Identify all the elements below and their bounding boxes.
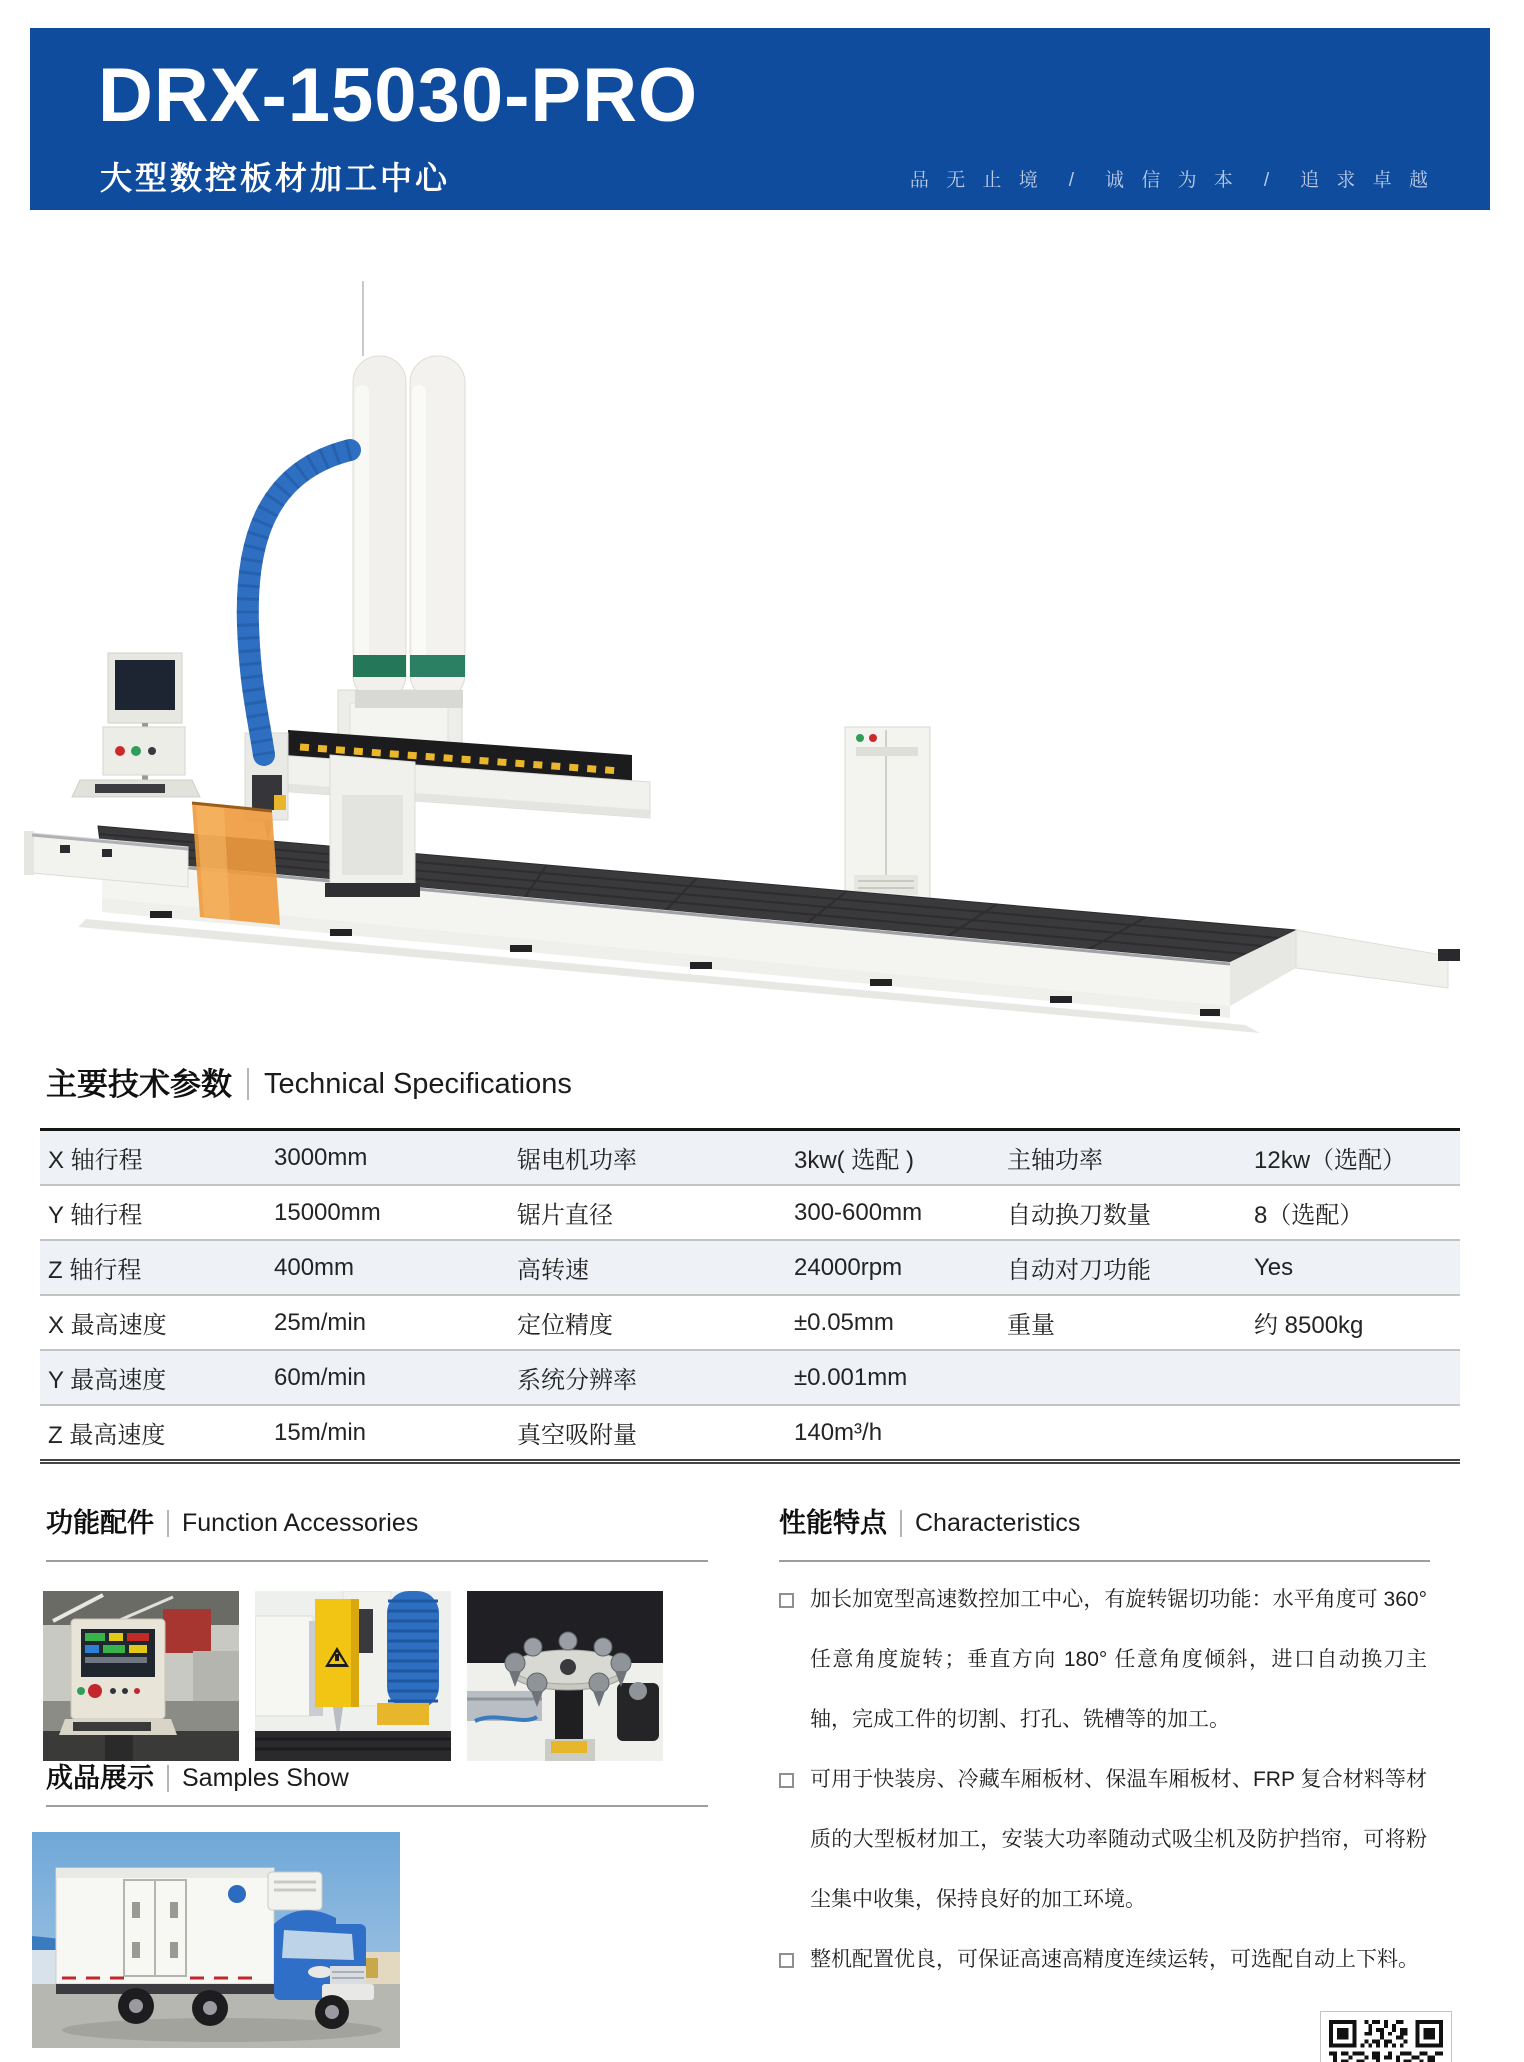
dust-filter-bags xyxy=(353,356,465,708)
samples-title-en: Samples Show xyxy=(182,1764,349,1792)
characteristic-item xyxy=(779,1750,1427,1930)
characteristics-list xyxy=(779,1570,1427,1990)
spec-label: 锯电机功率 xyxy=(517,1147,637,1174)
spec-row xyxy=(40,1131,1460,1186)
red-machine xyxy=(163,1609,211,1653)
operator-console xyxy=(72,653,200,797)
dust-hose xyxy=(248,450,350,755)
spec-value: 15m/min xyxy=(274,1418,367,1446)
spec-label: 系统分辨率 xyxy=(517,1367,637,1394)
spec-label: 自动换刀数量 xyxy=(1007,1202,1151,1229)
specs-section-heading xyxy=(46,1068,572,1100)
chassis xyxy=(56,1984,274,1994)
spec-value: 400mm xyxy=(274,1253,355,1281)
spec-label: X 轴行程 xyxy=(48,1147,143,1174)
spec-label: 重量 xyxy=(1007,1312,1055,1339)
spec-value: 12kw（选配） xyxy=(1254,1147,1407,1174)
monitor-screen xyxy=(115,660,175,710)
cargo-box xyxy=(56,1868,274,1984)
spec-label: X 最高速度 xyxy=(48,1312,167,1339)
accessories-section-heading xyxy=(46,1510,418,1537)
logo xyxy=(228,1885,246,1903)
spec-label: 自动对刀功能 xyxy=(1007,1257,1151,1284)
warning-label xyxy=(551,1741,587,1753)
spec-row xyxy=(40,1351,1460,1406)
characteristic-item xyxy=(779,1570,1427,1750)
yellow-column xyxy=(315,1599,359,1707)
spec-label: Y 轴行程 xyxy=(48,1202,143,1229)
windshield xyxy=(282,1930,354,1960)
accessories-rule xyxy=(46,1560,708,1562)
spec-value: ±0.001mm xyxy=(794,1363,908,1391)
protective-shield xyxy=(192,803,280,925)
spec-value: 24000rpm xyxy=(794,1253,903,1281)
spec-value: ±0.05mm xyxy=(794,1308,894,1336)
keyboard xyxy=(95,784,165,793)
heading-divider xyxy=(247,1068,249,1100)
accessory-photo-tool-changer xyxy=(467,1591,663,1761)
spec-value: 300-600mm xyxy=(794,1198,923,1226)
slatted-table xyxy=(255,1731,451,1761)
square-bullet-icon xyxy=(779,1953,794,1968)
bag-green-band xyxy=(353,655,406,677)
spec-row xyxy=(40,1241,1460,1296)
spec-row xyxy=(40,1296,1460,1351)
header-banner xyxy=(30,28,1490,210)
spec-value: Yes xyxy=(1254,1253,1294,1281)
emergency-stop-button xyxy=(115,746,125,756)
keyboard xyxy=(73,1722,151,1731)
spec-row xyxy=(40,1406,1460,1459)
specs-title-en: Technical Specifications xyxy=(264,1067,572,1100)
characteristics-title-zh: 性能特点 xyxy=(779,1508,887,1538)
brand-slogan: 品 无 止 境 / 诚 信 为 本 / 追 求 卓 越 xyxy=(909,170,1434,191)
characteristic-text: 整机配置优良，可保证高速高精度连续运转，可选配自动上下料。 xyxy=(810,1948,1419,1971)
spec-label: 锯片直径 xyxy=(517,1202,613,1229)
spec-label: 定位精度 xyxy=(517,1312,613,1339)
spec-value: 3kw( 选配 ) xyxy=(794,1147,914,1174)
accessory-photo-control-console xyxy=(43,1591,239,1761)
machine-photo xyxy=(20,235,1500,1035)
spec-value: 8（选配） xyxy=(1254,1202,1364,1229)
spec-value: 3000mm xyxy=(274,1143,368,1171)
characteristics-rule xyxy=(779,1560,1430,1562)
spec-value: 25m/min xyxy=(274,1308,367,1336)
product-model-title: DRX-15030-PRO xyxy=(98,53,699,138)
square-bullet-icon xyxy=(779,1593,794,1608)
heading-divider xyxy=(167,1510,169,1537)
accessories-title-en: Function Accessories xyxy=(182,1509,419,1537)
samples-rule xyxy=(46,1805,708,1807)
heading-divider xyxy=(167,1765,169,1792)
characteristic-item xyxy=(779,1930,1427,1990)
spec-label: Z 最高速度 xyxy=(48,1422,166,1449)
characteristics-title-en: Characteristics xyxy=(915,1509,1081,1537)
grille xyxy=(330,1966,366,1984)
sample-photo-box-truck xyxy=(32,1832,400,2048)
spec-row xyxy=(40,1186,1460,1241)
spec-value: 15000mm xyxy=(274,1198,381,1226)
spec-value: 约 8500kg xyxy=(1254,1312,1364,1339)
spec-value: 140m³/h xyxy=(794,1418,883,1446)
bag-green-band xyxy=(410,655,465,677)
samples-section-heading xyxy=(46,1765,349,1792)
jac-badge xyxy=(308,1966,332,1978)
heading-divider xyxy=(900,1510,902,1537)
spec-label: 高转速 xyxy=(517,1257,589,1284)
specs-title-zh: 主要技术参数 xyxy=(46,1066,232,1102)
qr-code xyxy=(1320,2011,1452,2062)
spec-label: 真空吸附量 xyxy=(517,1422,637,1449)
accessories-title-zh: 功能配件 xyxy=(46,1508,154,1538)
accessory-photo-saw-spindle xyxy=(255,1591,451,1761)
characteristic-text: 可用于快装房、冷藏车厢板材、保温车厢板材、FRP 复合材料等材质的大型板材加工，安装大功率随动式吸尘机及防护挡帘，可将粉尘集中收集，保持良好的加工环境。 xyxy=(810,1768,1427,1911)
spec-label: Z 轴行程 xyxy=(48,1257,142,1284)
cnc-machine-illustration xyxy=(20,235,1500,1035)
specs-table xyxy=(40,1128,1460,1464)
characteristic-text: 加长加宽型高速数控加工中心，有旋转锯切功能：水平角度可 360° 任意角度旋转；垂直方向 180° 任意角度倾斜，进口自动换刀主轴，完成工件的切割、打孔、铣槽等的加工。 xyxy=(810,1588,1427,1731)
spec-label: Y 最高速度 xyxy=(48,1367,167,1394)
characteristics-section-heading xyxy=(779,1510,1080,1537)
product-subtitle: 大型数控板材加工中心 xyxy=(100,160,451,196)
spec-label: 主轴功率 xyxy=(1007,1147,1103,1174)
spec-value: 60m/min xyxy=(274,1363,367,1391)
samples-title-zh: 成品展示 xyxy=(46,1763,154,1793)
emergency-stop-button xyxy=(88,1684,102,1698)
gantry-column xyxy=(325,755,420,897)
square-bullet-icon xyxy=(779,1773,794,1788)
